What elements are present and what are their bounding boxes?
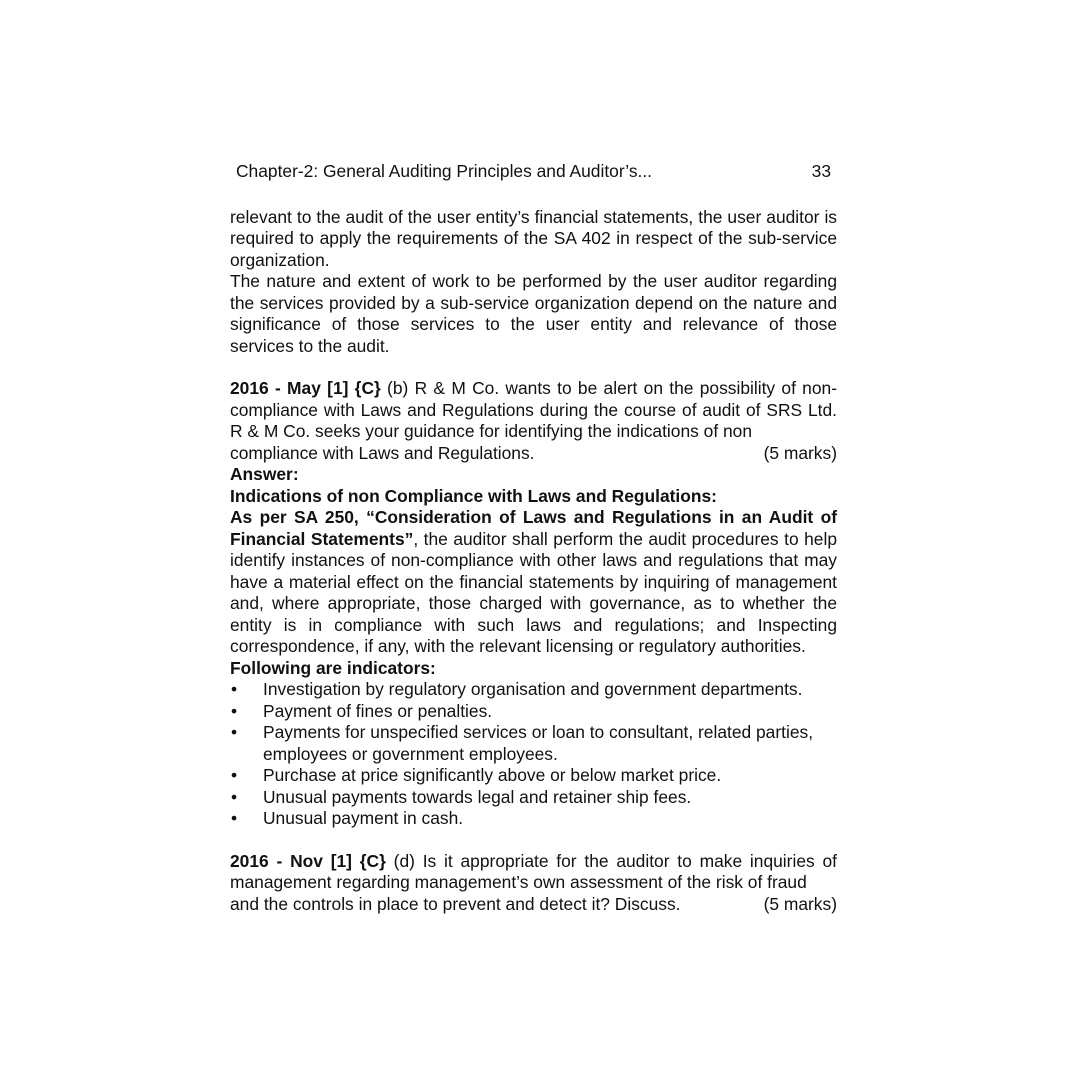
question-1-tag: 2016 - May [1] {C} bbox=[230, 378, 381, 398]
indicators-heading: Following are indicators: bbox=[230, 657, 436, 678]
indicators-list bbox=[230, 679, 837, 830]
list-item-text: Payments for unspecified services or loan to consultant, related parties, employees or government employees. bbox=[263, 722, 814, 764]
question-2-tag: 2016 - Nov [1] {C} bbox=[230, 850, 386, 871]
list-item bbox=[230, 722, 837, 765]
sa-reference: As per SA 250, “Consideration of Laws and Regulations in an Audit of Financial Statements” bbox=[230, 507, 837, 549]
spacer bbox=[230, 830, 837, 851]
intro-paragraph-2: The nature and extent of work to be performed by the user auditor regarding the services provided by a sub-service organization depend on the nature and significance of those services to the user entity and relevance of those services to the audit. bbox=[230, 271, 837, 356]
chapter-title: Chapter-2: General Auditing Principles and Auditor’s... bbox=[236, 161, 653, 181]
answer-heading: Indications of non Compliance with Laws and Regulations: bbox=[230, 485, 717, 506]
page-number: 33 bbox=[811, 161, 831, 181]
question-1 bbox=[230, 378, 837, 464]
question-1-body: (b) R & M Co. wants to be alert on the possibility of non-compliance with Laws and Regulations during the course of audit of SRS Ltd. R & M Co. seeks your guidance for identifying the indications of non bbox=[230, 378, 837, 441]
spacer bbox=[230, 357, 837, 378]
question-2-marks: (5 marks) bbox=[763, 893, 837, 914]
question-2-last-line bbox=[230, 894, 837, 916]
bullet-icon: • bbox=[231, 765, 238, 785]
intro-paragraph-1: relevant to the audit of the user entity’s financial statements, the user auditor is required to apply the requirements of the SA 402 in respect of the sub-service organization. bbox=[230, 206, 837, 270]
running-header bbox=[230, 161, 837, 183]
question-2-text bbox=[230, 851, 837, 894]
bullet-icon: • bbox=[231, 722, 238, 742]
bullet-icon: • bbox=[231, 786, 238, 807]
question-1-last-line bbox=[230, 443, 837, 465]
answer-label: Answer: bbox=[230, 464, 299, 484]
answer-paragraph bbox=[230, 507, 837, 658]
question-2-body: (d) Is it appropriate for the auditor to make inquiries of management regarding management’s own assessment of the risk of fraud bbox=[230, 850, 837, 892]
list-item-text: Investigation by regulatory organisation and government departments. bbox=[263, 679, 803, 699]
document-page bbox=[230, 161, 837, 915]
list-item-text: Unusual payments towards legal and retainer ship fees. bbox=[263, 786, 692, 807]
bullet-icon: • bbox=[231, 700, 238, 721]
list-item-text: Purchase at price significantly above or below market price. bbox=[263, 765, 722, 785]
answer-heading-line bbox=[230, 486, 837, 508]
question-1-text bbox=[230, 378, 837, 443]
answer-body: , the auditor shall perform the audit procedures to help identify instances of non-compliance with other laws and regulations that may have a material effect on the financial statements by inquiring of management and, where appropriate, those charged with governance, as to whether the entity is in compliance with such laws and regulations; and Inspecting correspondence, if any, with the relevant licensing or regulatory authorities. bbox=[230, 528, 837, 656]
list-item bbox=[230, 808, 837, 830]
list-item bbox=[230, 765, 837, 787]
question-2 bbox=[230, 851, 837, 916]
list-item bbox=[230, 701, 837, 723]
bullet-icon: • bbox=[231, 679, 238, 699]
answer-label-line bbox=[230, 464, 837, 486]
list-item bbox=[230, 787, 837, 809]
list-item bbox=[230, 679, 837, 701]
question-1-body-end: compliance with Laws and Regulations. bbox=[230, 442, 535, 463]
answer-section bbox=[230, 464, 837, 830]
question-1-marks: (5 marks) bbox=[763, 442, 837, 463]
question-2-body-end: and the controls in place to prevent and detect it? Discuss. bbox=[230, 893, 681, 914]
list-item-text: Unusual payment in cash. bbox=[263, 808, 464, 828]
indicators-heading-line bbox=[230, 658, 837, 680]
bullet-icon: • bbox=[231, 808, 238, 828]
list-item-text: Payment of fines or penalties. bbox=[263, 700, 493, 721]
